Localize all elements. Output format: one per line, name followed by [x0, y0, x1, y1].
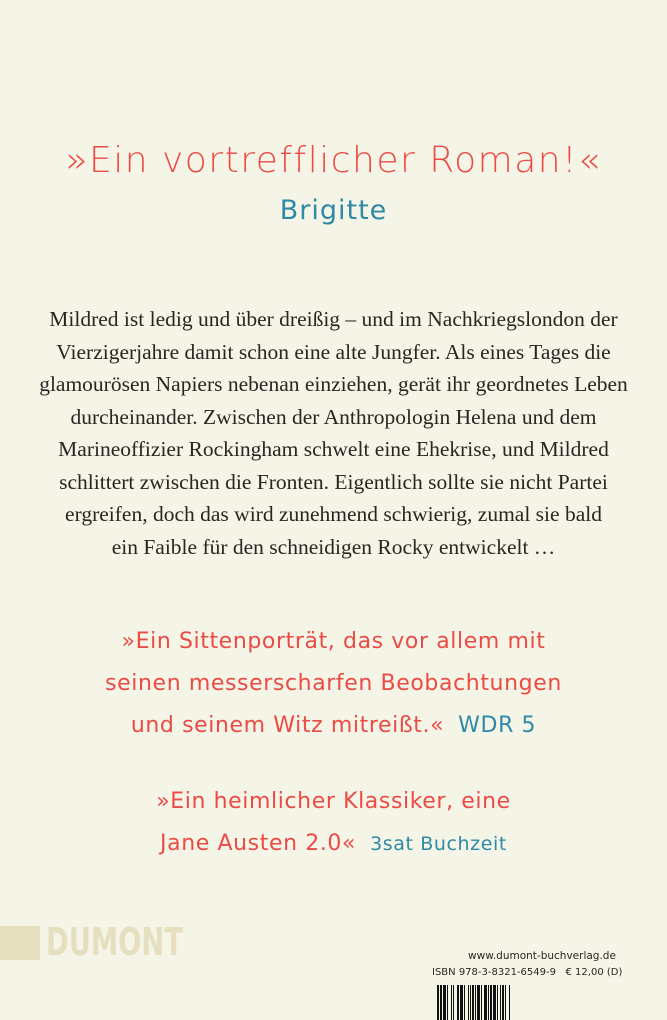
imprint: [432, 948, 632, 981]
review-wdr5: [0, 621, 667, 747]
blurb-line: Vierzigerjahre damit schon eine alte Jungfer. Als eines Tages die: [56, 339, 611, 364]
publisher-logo-bar: [0, 926, 40, 960]
review-text: und seinem Witz mitreißt.«: [130, 713, 445, 738]
price: € 12,00 (D): [565, 967, 623, 978]
review-3sat: [0, 781, 667, 865]
review-line: [0, 823, 667, 865]
review-text: Jane Austen 2.0«: [160, 831, 357, 856]
barcode: [437, 985, 511, 1020]
blurb-line: schlittert zwischen die Fronten. Eigentlich sollte sie nicht Partei: [59, 469, 608, 494]
blurb-line: durcheinander. Zwischen der Anthropologin Helena und dem: [70, 404, 597, 429]
blurb-line: Mildred ist ledig und über dreißig – und im Nachkriegslondon der: [49, 307, 618, 331]
blurb-line: ein Faible für den schneidigen Rocky entwickelt …: [111, 534, 556, 559]
blurb-line: ergreifen, doch das wird zunehmend schwierig, zumal sie bald: [65, 502, 602, 526]
blurb-line: Marineoffizier Rockingham schwelt eine Ehekrise, und Mildred: [58, 437, 609, 461]
review-source: WDR 5: [458, 713, 537, 738]
blurb-line: glamourösen Napiers nebenan einziehen, gerät ihr geordnetes Leben: [39, 372, 628, 396]
isbn: ISBN 978-3-8321-6549-9: [432, 967, 556, 978]
headline-quote: »Ein vortrefflicher Roman!«: [65, 140, 602, 181]
review-line: seinen messerscharfen Beobachtungen: [105, 671, 562, 696]
review-line: »Ein heimlicher Klassiker, eine: [156, 789, 511, 814]
publisher-logo: DUMONT: [46, 920, 183, 964]
headline-quote-source: Brigitte: [279, 195, 388, 226]
review-source: 3sat Buchzeit: [370, 833, 507, 855]
publisher-url: www.dumont-buchverlag.de: [468, 950, 616, 962]
review-line: [0, 705, 667, 747]
book-blurb: [20, 303, 647, 563]
review-line: »Ein Sittenporträt, das vor allem mit: [121, 629, 546, 654]
isbn-price: [432, 965, 632, 981]
